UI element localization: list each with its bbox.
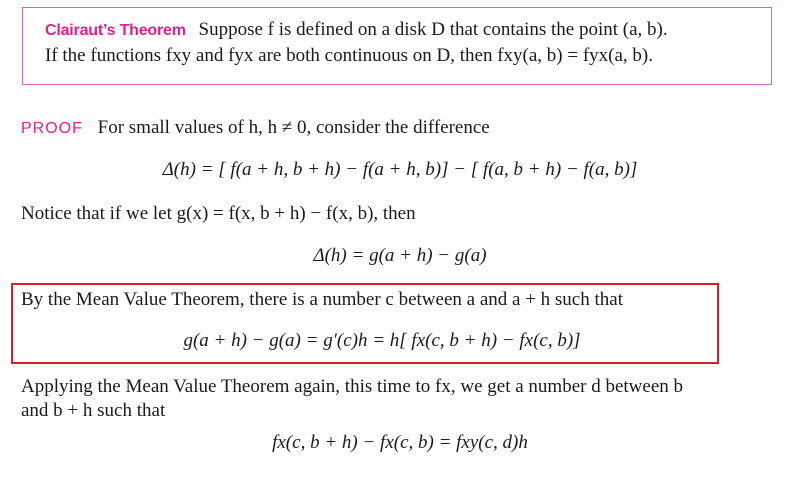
again-line-1: Applying the Mean Value Theorem again, this time to fx, we get a number d between b <box>21 376 684 397</box>
equation-mvt: g(a + h) − g(a) = g′(c)h = h[ fx(c, b + h) − fx(c, b)] <box>183 330 581 351</box>
theorem-line-2: If the functions fxy and fyx are both continuous on D, then fxy(a, b) = fyx(a, b). <box>45 45 653 66</box>
theorem-title: Clairaut’s Theorem <box>45 22 186 39</box>
equation-fx-difference: fx(c, b + h) − fx(c, b) = fxy(c, d)h <box>272 432 528 453</box>
theorem-box <box>22 7 772 85</box>
theorem-line-1 <box>45 18 668 43</box>
proof-intro: For small values of h, h ≠ 0, consider the difference <box>97 117 490 138</box>
equation-delta-difference: Δ(h) = [ f(a + h, b + h) − f(a + h, b)] − [ f(a, b + h) − f(a, b)] <box>162 159 638 180</box>
notice-line: Notice that if we let g(x) = f(x, b + h) − f(x, b), then <box>21 203 416 224</box>
proof-label: PROOF <box>21 120 83 137</box>
mvt-line: By the Mean Value Theorem, there is a number c between a and a + h such that <box>21 289 623 310</box>
theorem-statement-1: Suppose f is defined on a disk D that contains the point (a, b). <box>198 19 668 40</box>
again-line-2: and b + h such that <box>21 400 166 421</box>
proof-intro-line <box>21 116 490 141</box>
equation-delta-g: Δ(h) = g(a + h) − g(a) <box>313 245 487 266</box>
